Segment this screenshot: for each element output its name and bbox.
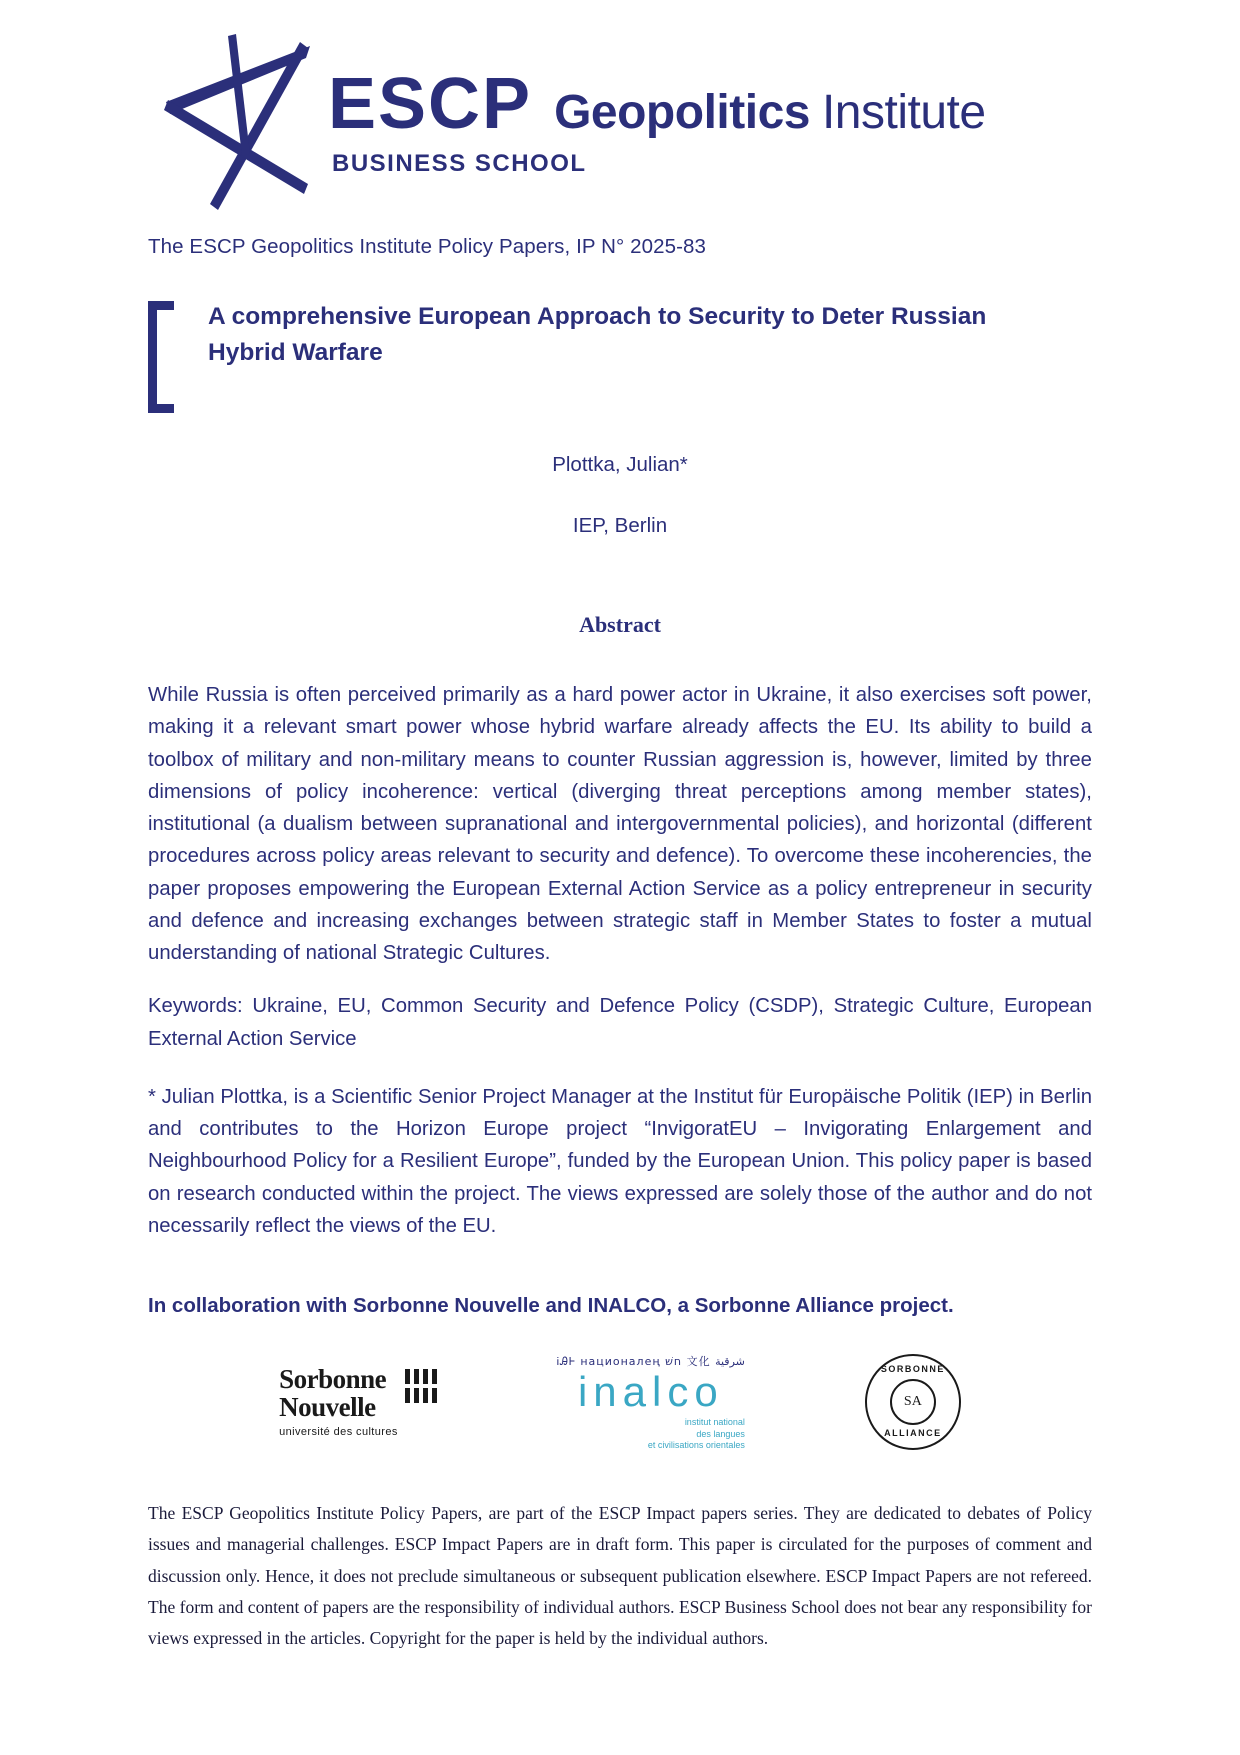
sorbonne-alliance-bottom-word: ALLIANCE (884, 1428, 942, 1439)
escp-star-icon (158, 34, 318, 214)
sorbonne-nouvelle-bars-icon (405, 1369, 437, 1403)
inalco-word: inalco (577, 1368, 724, 1416)
business-school-word: BUSINESS SCHOOL (332, 150, 587, 177)
collaboration-note: In collaboration with Sorbonne Nouvelle and INALCO, a Sorbonne Alliance project. (148, 1294, 954, 1318)
sorbonne-alliance-logo (865, 1354, 961, 1450)
inalco-scripts: ᎥᎯᎰ националең חשׁ 文化 شرقية (556, 1355, 745, 1369)
abstract-body: While Russia is often perceived primarily as a hard power actor in Ukraine, it also exercises soft power, making it a relevant smart power whose hybrid warfare already affects the EU. Its ability to build a toolbox of military and non-military means to counter Russian aggression is, however, limited by three dimensions of policy incoherence: vertical (diverging threat perceptions among member states), institutional (a dualism between supranational and intergovernmental policies), and horizontal (different procedures across policy areas relevant to security and defence). To overcome these incoherencies, the paper proposes empowering the European External Action Service as a policy entrepreneur in security and defence and increasing exchanges between strategic staff in Member States to foster a mutual understanding of national Strategic Cultures. (148, 684, 1092, 965)
escp-logo-block (148, 0, 1092, 215)
author-affiliation: IEP, Berlin (572, 514, 668, 537)
escp-wordmark (328, 34, 986, 178)
sorbonne-nouvelle-line2: Nouvelle (279, 1392, 376, 1423)
sorbonne-alliance-top-word: SORBONNE (880, 1364, 945, 1375)
author-name: Plottka, Julian* (552, 453, 688, 476)
bracket-decoration (148, 301, 174, 413)
abstract-heading: Abstract (579, 612, 661, 637)
sorbonne-nouvelle-line1: Sorbonne (279, 1364, 387, 1395)
title-block (148, 299, 1092, 413)
sorbonne-nouvelle-logo (279, 1366, 437, 1438)
inalco-logo (557, 1353, 745, 1451)
paper-series-line: The ESCP Geopolitics Institute Policy Papers, IP N° 2025-83 (148, 235, 707, 258)
institute-word: Institute (821, 86, 986, 139)
sorbonne-nouvelle-tagline: université des cultures (279, 1425, 398, 1438)
inalco-sub-line2: des langues (696, 1428, 745, 1439)
author-footnote: * Julian Plottka, is a Scientific Senior Project Manager at the Institut für Europäische Politik (IEP) in Berlin and contributes to the Horizon Europe project “InvigoratEU – Invigorating Enlargement and Neighbourhood Policy for a Resilient Europe”, funded by the European Union. This policy paper is based on research conducted within the project. The views expressed are solely those of the author and do not necessarily reflect the views of the EU. (148, 1085, 1092, 1237)
escp-word: ESCP (328, 64, 533, 144)
partner-logos (148, 1354, 1092, 1450)
geopolitics-word: Geopolitics (554, 86, 810, 139)
page-title: A comprehensive European Approach to Security to Deter Russian Hybrid Warfare (208, 303, 987, 366)
logo-row (148, 34, 1092, 214)
inalco-sub-line3: et civilisations orientales (647, 1439, 745, 1450)
keywords-line: Keywords: Ukraine, EU, Common Security and Defence Policy (CSDP), Strategic Culture, European External Action Service (148, 995, 1092, 1050)
sorbonne-alliance-monogram-icon (890, 1379, 936, 1425)
inalco-sub-line1: institut national (684, 1417, 745, 1428)
footer-disclaimer: The ESCP Geopolitics Institute Policy Papers, are part of the ESCP Impact papers series. They are dedicated to debates of Policy issues and managerial challenges. ESCP Impact Papers are in draft form. This paper is circulated for the purposes of comment and discussion only. Hence, it does not preclude simultaneous or subsequent publication elsewhere. ESCP Impact Papers are not refereed. The form and content of papers are the responsibility of individual authors. ESCP Business School does not bear any responsibility for views expressed in the articles. Copyright for the paper is held by the individual authors. (148, 1503, 1092, 1648)
